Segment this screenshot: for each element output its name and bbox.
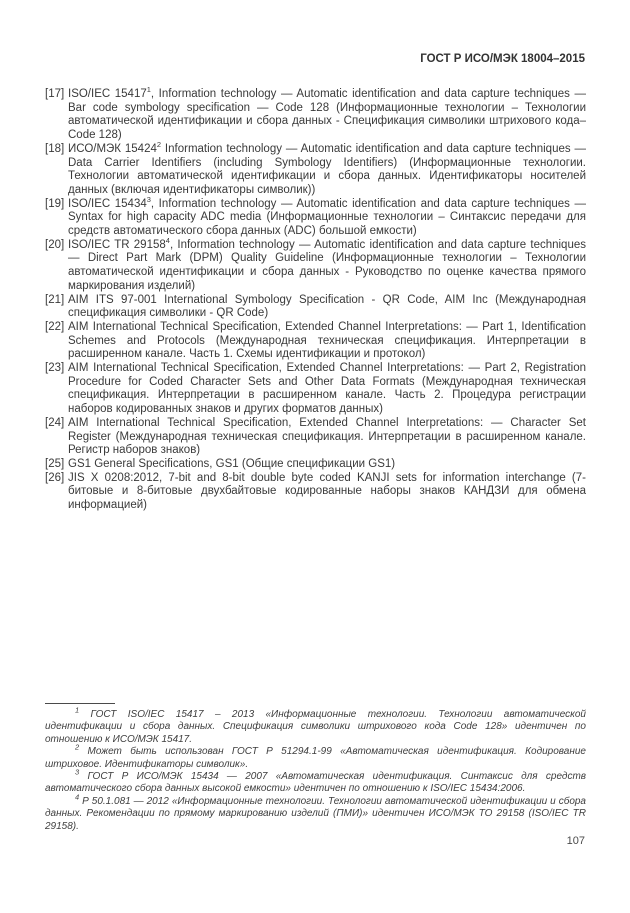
reference-label: [17]	[45, 88, 65, 100]
reference-text: ISO/IEC 15434$^3$, Information technology — Automatic identification and data capture techniques — Syntax for high capacity ADC media (Информационные технологии – Синтаксис передачи для средств автоматического сбора данных (ADC) большой емкости)	[68, 194, 586, 238]
page-number: 107	[566, 835, 585, 847]
reference-text: AIM International Technical Specification, Extended Channel Interpretations: — Part 1, Identification Schemes and Protocols (Международная техническая спецификация. Интерпретации в расширенном канале. Часть 1. Схемы идентификации и протокол)	[68, 320, 586, 361]
reference-item	[45, 472, 586, 513]
footnote-list	[45, 705, 586, 833]
reference-text: AIM International Technical Specification, Extended Channel Interpretations: — Part 2, Registration Procedure for Coded Character Sets and Other Data Formats (Международная техническая спецификация. Интерпретации в расширенном канале. Часть 2. Процедура регистрации наборов кодированных знаков и других форматов данных)	[68, 362, 586, 416]
footnote-number: 4	[75, 792, 80, 802]
reference-label: [21]	[45, 293, 65, 306]
reference-text: ИСО/МЭК 15424$^2$ Information technology — Automatic identification and data capture techniques — Data Carrier Identifiers (including Symbology Identifiers) (Информационные технологии. Технологии автоматической идентификации и сбора данных. Идентификаторы носителей данных (включая идентификаторы символик))	[68, 139, 586, 196]
reference-item	[45, 321, 586, 362]
footnote-text: ГОСТ Р ИСО/МЭК 15434 — 2007 «Автоматическая идентификация. Синтаксис для средств автоматического сбора данных высокой емкости» идентичен по отношению к ISO/IEC 15434:2006.	[45, 771, 586, 795]
reference-label: [25]	[45, 457, 65, 470]
reference-text: AIM ITS 97-001 International Symbology Specification - QR Code, AIM Inc (Международная спецификация символики - QR Code)	[68, 293, 586, 320]
reference-item	[45, 294, 586, 321]
footnote-separator	[45, 703, 115, 704]
reference-label: [23]	[45, 362, 65, 375]
reference-item	[45, 458, 586, 472]
footnote-item	[45, 792, 586, 833]
footnote-item	[45, 742, 586, 771]
reference-item	[45, 139, 586, 198]
reference-item	[45, 362, 586, 417]
reference-label: [24]	[45, 416, 65, 429]
footnote-number: 3	[75, 767, 80, 777]
footnote-number: 2	[75, 742, 80, 752]
reference-text: AIM International Technical Specification, Extended Channel Interpretations: — Character Set Register (Международная техническая спецификация. Интерпретации в расширенном канале. Регистр наборов знаков)	[68, 416, 586, 457]
reference-label: [19]	[45, 197, 65, 210]
footnote-item	[45, 767, 586, 796]
reference-label: [18]	[45, 142, 65, 155]
reference-item	[45, 85, 586, 143]
reference-list	[45, 85, 586, 513]
footnote-ref-marker: 1	[146, 85, 151, 95]
footnote-text: Может быть использован ГОСТ Р 51294.1-99 «Автоматическая идентификация. Кодирование штриховое. Идентификаторы символик».	[45, 746, 586, 770]
footnote-text: ГОСТ ISO/IEC 15417 – 2013 «Информационные технологии. Технологии автоматической идентификации и сбора данных. Спецификация символики штрихового кода Code 128» идентичен по отношению к ИСО/МЭК 15417.	[45, 709, 586, 745]
reference-label: [20]	[45, 238, 65, 251]
footnote-text: Р 50.1.081 — 2012 «Информационные технологии. Технологии автоматической идентификации и сбора данных. Рекомендации по прямому маркированию изделий (ПМИ)» идентичен ИСО/МЭК ТО 29158 (ISO/IEC TR 29158).	[45, 795, 586, 832]
reference-item	[45, 194, 586, 239]
reference-text: ISO/IEC 15417$^1$, Information technology — Automatic identification and data capture techniques — Bar code symbology specification — Code 128 (Информационные технологии – Технологии автоматической идентификации и сбора данных - Спецификация символики штрихового кода– Code 128)	[68, 85, 586, 142]
reference-label: [26]	[45, 471, 65, 484]
reference-text: JIS X 0208:2012, 7-bit and 8-bit double byte coded KANJI sets for information interchange (7-битовые и 8-битовые двухбайтовые кодированные наборы знаков КАНДЗИ для обмена информацией)	[68, 471, 586, 512]
footnote-ref-marker: 2	[156, 139, 162, 149]
reference-text: ISO/IEC TR 29158$^4$, Information technology — Automatic identification and data capture techniques — Direct Part Mark (DPM) Quality Guideline (Информационные технологии – Технологии автоматической идентификации и сбора данных - Руководство по оценке качества прямого маркирования изделий)	[68, 235, 586, 292]
running-header: ГОСТ Р ИСО/МЭК 18004–2015	[420, 53, 585, 65]
footnote-number: 1	[75, 705, 80, 715]
footnote-ref-marker: 3	[146, 194, 151, 204]
footnote-ref-marker: 4	[165, 235, 170, 245]
footnote-item	[45, 705, 586, 746]
reference-text: GS1 General Specifications, GS1 (Общие спецификации GS1)	[68, 457, 396, 470]
reference-label: [22]	[45, 320, 65, 333]
reference-item	[45, 417, 586, 458]
reference-item	[45, 235, 586, 294]
footnotes-section	[45, 703, 586, 833]
